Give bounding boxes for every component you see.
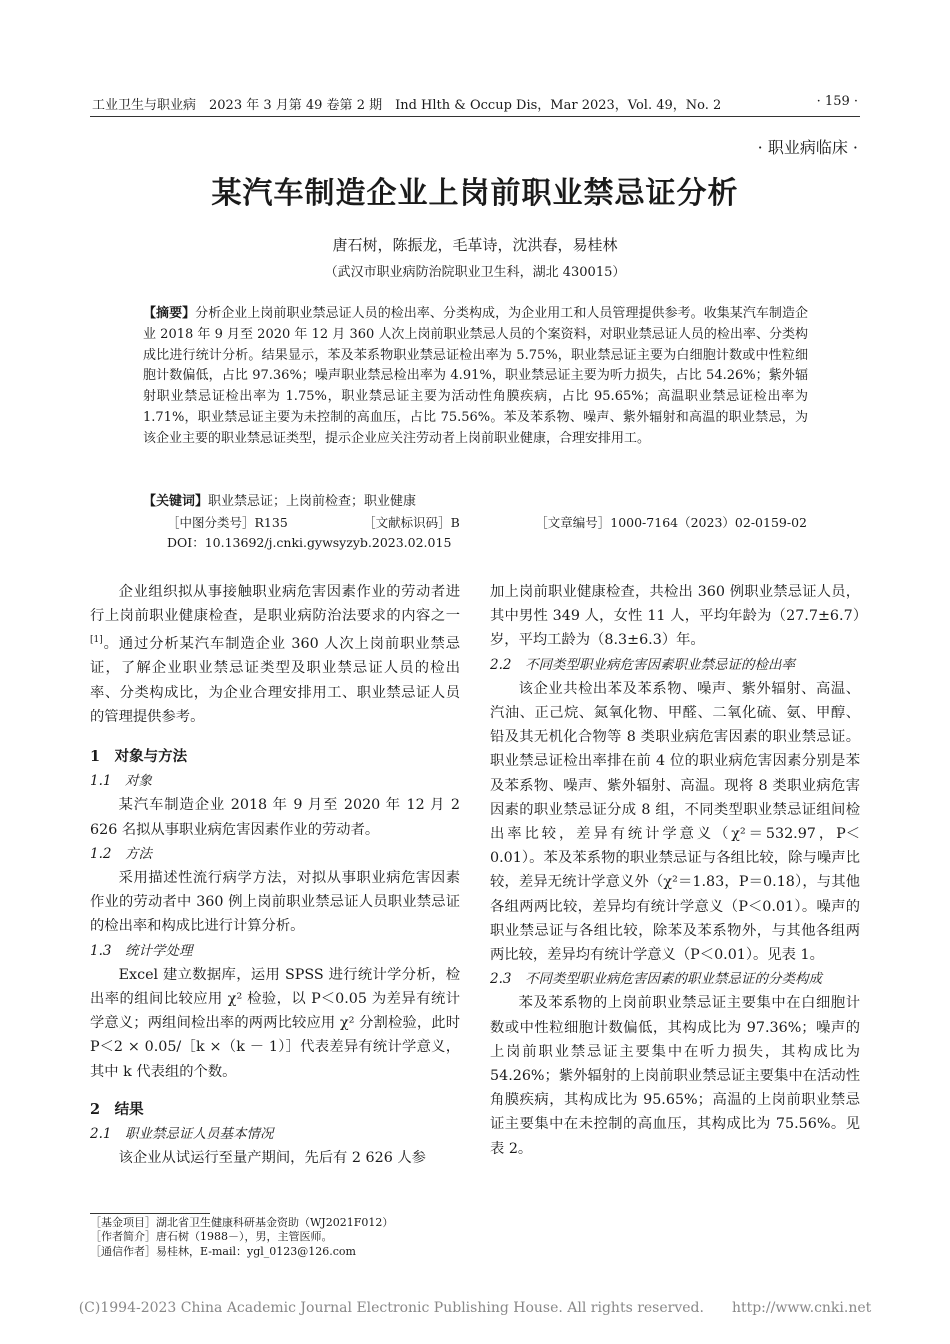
footnote-correspondence: ［通信作者］易桂林，E-mail：ygl_0123@126.com [90, 1244, 356, 1258]
footnote-rule [90, 1213, 210, 1214]
abstract-text: 分析企业上岗前职业禁忌证人员的检出率、分类构成，为企业用工和人员管理提供参考。收集某汽车制造企业 2018 年 9 月至 2020 年 12 月 360 人次上岗前职业禁忌人员的个案资料，对职业禁忌证人员的检出率、分类构成比进行统计分析。结果显示，苯及苯系物职业禁忌证检出率为 5.75%，职业禁忌证主要为白细胞计数或中性粒细胞计数偏低，占比 97.36%；噪声职业禁忌检出率为 4.91%，职业禁忌证主要为听力损失，占比 54.26%；紫外辐射职业禁忌证检出率为 1.75%，职业禁忌证主要为活动性角膜疾病，占比 95.65%；高温职业禁忌证检出率为 1.71%，职业禁忌证主要为未控制的高血压，占比 75.56%。苯及苯系物、噪声、紫外辐射和高温的职业禁忌，为该企业主要的职业禁忌证类型，提示企业应关注劳动者上岗前职业健康，合理安排用工。 [143, 306, 808, 446]
article-number: ［文章编号］1000-7164（2023）02-0159-02 [535, 515, 807, 530]
section-1-2-heading: 1.2 方法 [90, 845, 152, 862]
intro-paragraph: 企业组织拟从事接触职业病危害因素作业的劳动者进行上岗前职业健康检查，是职业病防治法要求的内容之一[1]。通过分析某汽车制造企业 360 人次上岗前职业禁忌证，了解企业职业禁忌证类型及职业禁忌证人员的检出率、分类构成比，为企业合理安排用工、职业禁忌证人员的管理提供参考。 [90, 584, 460, 725]
reference-1[interactable]: [1] [90, 635, 103, 646]
section-1-3-text: Excel 建立数据库，运用 SPSS 进行统计学分析，检出率的组间比较应用 χ² 检验，以 P＜0.05 为差异有统计学意义；两组间检出率的两两比较应用 χ² 分割检验，此时 P＜2 × 0.05/［k ×（k － 1）］代表差异有统计学意义，其中 k 代表组的个数。 [90, 966, 460, 1080]
section-2-heading: 2 结果 [90, 1100, 144, 1118]
section-2-1-text-start: 该企业从试运行至量产期间，先后有 2 626 人参 [118, 1150, 426, 1167]
journal-citation: 工业卫生与职业病 2023 年 3 月第 49 卷第 2 期 Ind Hlth & Occup Dis，Mar 2023，Vol. 49，No. 2 [92, 98, 722, 113]
footnote-funding: ［基金项目］湖北省卫生健康科研基金资助（WJ2021F012） [90, 1216, 394, 1229]
page-number: · 159 · [816, 94, 858, 109]
section-1-2-text: 采用描述性流行病学方法，对拟从事职业病危害因素作业的劳动者中 360 例上岗前职业禁忌证人员职业禁忌证的检出率和构成比进行计算分析。 [90, 870, 460, 935]
clc-number: ［中图分类号］R135 [167, 515, 288, 530]
left-column [90, 580, 460, 1170]
abstract-label: 【摘要】 [143, 306, 196, 321]
section-2-1-heading: 2.1 职业禁忌证人员基本情况 [90, 1126, 274, 1143]
section-1-1-heading: 1.1 对象 [90, 773, 152, 790]
authors: 唐石树，陈振龙，毛革诗，沈洪春，易桂林 [332, 236, 618, 254]
section-1-3-heading: 1.3 统计学处理 [90, 942, 193, 959]
section-2-3-heading: 2.3 不同类型职业病危害因素的职业禁忌证的分类构成 [490, 971, 822, 988]
section-2-1-text-cont: 加上岗前职业健康检查，共检出 360 例职业禁忌证人员，其中男性 349 人，女性 11 人，平均年龄为（27.7±6.7）岁，平均工龄为（8.3±6.3）年。 [490, 584, 860, 649]
section-tag: · 职业病临床 · [757, 138, 858, 157]
affiliation: （武汉市职业病防治院职业卫生科，湖北 430015） [324, 265, 626, 280]
running-header [92, 94, 858, 113]
keywords-label: 【关键词】 [143, 494, 209, 509]
section-1-1-text: 某汽车制造企业 2018 年 9 月至 2020 年 12 月 2 626 名拟从事职业病危害因素作业的劳动者。 [90, 797, 460, 838]
header-rule [90, 116, 860, 117]
keywords [143, 490, 416, 509]
footnote-author: ［作者简介］唐石树（1988－），男，主管医师。 [90, 1230, 333, 1244]
footnotes [90, 1216, 393, 1259]
keywords-text: 职业禁忌证；上岗前检查；职业健康 [208, 494, 417, 509]
section-2-2-heading: 2.2 不同类型职业病危害因素职业禁忌证的检出率 [490, 656, 795, 673]
section-2-3-text: 苯及苯系物的上岗前职业禁忌证主要集中在白细胞计数或中性粒细胞计数偏低，其构成比为 97.36%；噪声的上岗前职业禁忌证主要集中在听力损失，其构成比为 54.26%；紫外辐射的上岗前职业禁忌证主要集中在活动性角膜疾病，其构成比为 95.65%；高温的上岗前职业禁忌证主要集中在未控制的高血压，其构成比为 75.56%。见表 2。 [490, 995, 860, 1157]
right-column [490, 580, 860, 1161]
section-2-2-text: 该企业共检出苯及苯系物、噪声、紫外辐射、高温、汽油、正己烷、氮氧化物、甲醛、二氧化硫、氨、甲醇、铅及其无机化合物等 8 类职业病危害因素的职业禁忌证。职业禁忌证检出率排在前 4 位的职业病危害因素分别是苯及苯系物、噪声、紫外辐射、高温。现将 8 类职业病危害因素的职业禁忌证分成 8 组，不同类型职业禁忌证组间检出率比较，差异有统计学意义（χ²＝532.97，P＜0.01）。苯及苯系物的职业禁忌证与各组比较，除与噪声比较，差异无统计学意义外（χ²＝1.83，P＝0.18），与其他各组两两比较，差异均有统计学意义（P＜0.01）。噪声的职业禁忌证与各组比较，除苯及苯系物外，与其他各组两两比较，差异均有统计学意义（P＜0.01）。见表 1。 [490, 680, 860, 964]
article-title: 某汽车制造企业上岗前职业禁忌证分析 [211, 176, 739, 211]
doc-code: ［文献标识码］B [363, 515, 460, 530]
section-1-heading: 1 对象与方法 [90, 747, 188, 765]
classification-meta [167, 513, 807, 531]
doi: DOI：10.13692/j.cnki.gywsyzyb.2023.02.015 [167, 535, 452, 550]
copyright-footer: (C)1994-2023 China Academic Journal Electronic Publishing House. All rights reserved. http://www.cnki.net [78, 1300, 872, 1316]
abstract [143, 304, 808, 450]
